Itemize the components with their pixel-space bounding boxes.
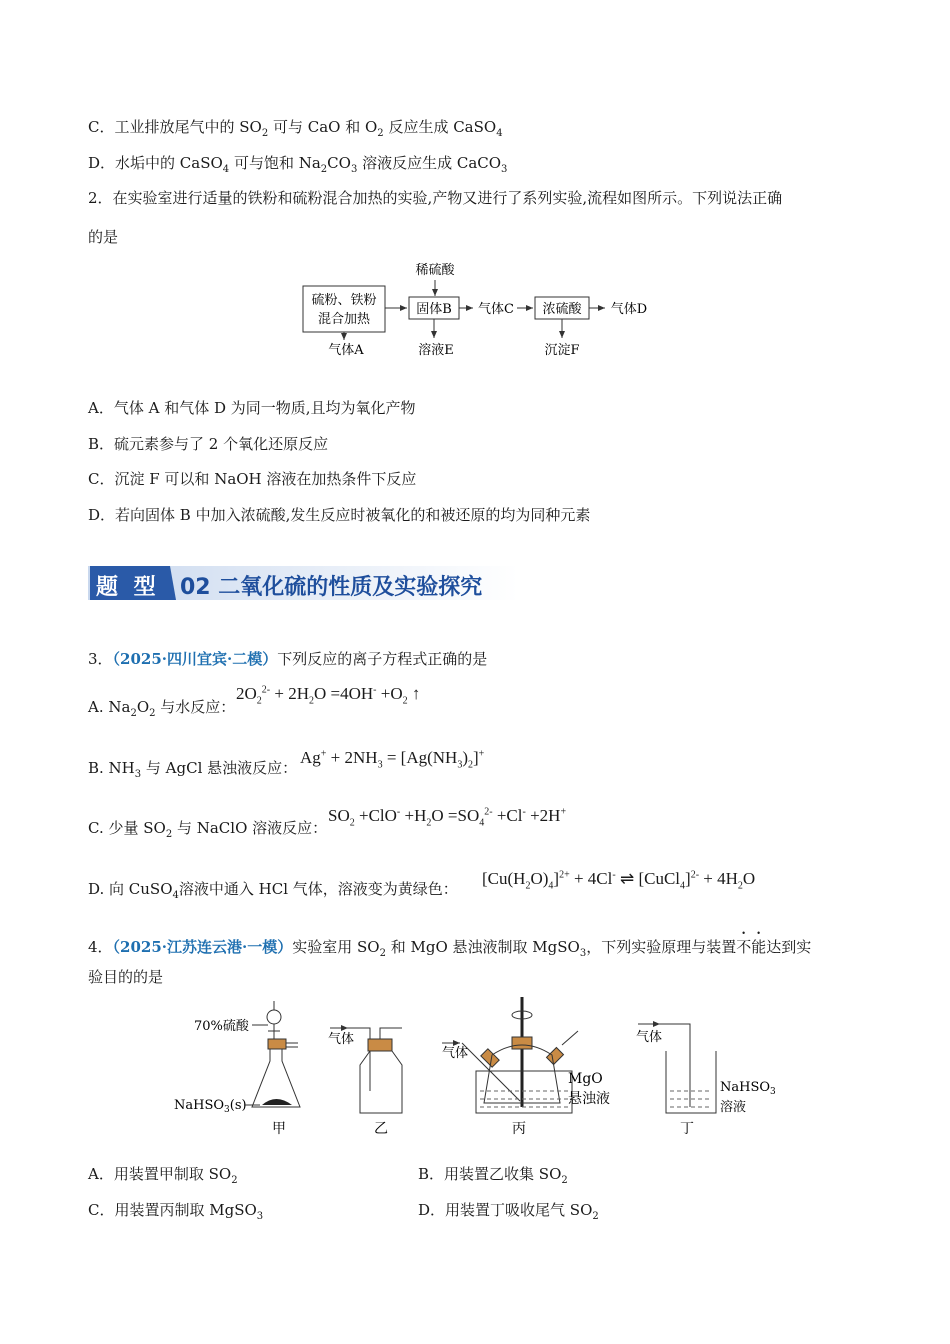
q4-option-a: A．用装置甲制取 $SO_2$	[88, 1165, 238, 1186]
q2-option-a: A．气体 A 和气体 D 为同一物质,且均为氧化产物	[88, 399, 416, 417]
flow-box1-line1: 硫粉、铁粉	[311, 293, 377, 308]
q4-stem-line1: 4．（2025·江苏连云港·一模）实验室用 $SO_2$ 和 MgO 悬浊液制取 MgSO$_3$，下列实验原理与装置不能达到实	[88, 938, 812, 959]
section-title: 02 二氧化硫的性质及实验探究	[180, 575, 483, 600]
mgo-label: MgO	[568, 1071, 603, 1087]
flow-gas-c: 气体C	[478, 302, 514, 317]
flow-precip-f: 沉淀F	[544, 343, 580, 358]
q3-option-a-label: A. $Na_2O_2$ 与水反应：	[88, 698, 236, 719]
q1-option-d: D．水垢中的 CaSO$_4$ 可与饱和 $Na_2CO_3$ 溶液反应生成 CaCO$_3$	[88, 154, 508, 175]
section-banner	[88, 562, 518, 604]
q4-apparatus-figure	[170, 995, 790, 1145]
label-yi: 乙	[374, 1121, 388, 1137]
flow-gas-a: 气体A	[328, 343, 364, 358]
nahso3-label: NaHSO$_3$	[720, 1080, 776, 1097]
solid-label: NaHSO$_3$(s)	[174, 1098, 247, 1115]
q3-stem: 3．（2025·四川宜宾·二模）下列反应的离子方程式正确的是	[88, 650, 488, 668]
gas-label-bing: 气体	[442, 1046, 469, 1061]
q4-option-d: D．用装置丁吸收尾气 $SO_2$	[418, 1201, 599, 1222]
q4-source: （2025·江苏连云港·一模）	[112, 938, 293, 956]
label-bing: 丙	[512, 1121, 526, 1137]
q2-stem-line2: 的是	[88, 228, 119, 246]
q3-option-d-label: D. 向 CuSO$_4$溶液中通入 HCl 气体，溶液变为黄绿色：	[88, 880, 458, 901]
flow-dilute-acid: 稀硫酸	[415, 263, 455, 278]
acid-label: 70%硫酸	[194, 1019, 249, 1034]
suspension-label: 悬浊液	[568, 1091, 610, 1107]
flow-gas-d: 气体D	[610, 302, 648, 317]
q3-option-b-label: B. $NH_3$ 与 AgCl 悬浊液反应：	[88, 759, 298, 780]
q3-equation-b: $Ag^+ + 2NH_3 = [Ag(NH_3)_2]^+$	[300, 748, 485, 771]
q2-flow-diagram	[295, 258, 675, 368]
flow-box1-line2: 混合加热	[317, 312, 371, 327]
q2-stem-line1: 2．在实验室进行适量的铁粉和硫粉混合加热的实验,产物又进行了系列实验,流程如图所示。下列说法正确	[88, 189, 783, 207]
q3-equation-d: $[Cu(H_2O)_4]^{2+} + 4Cl^-$ ⇌ [CuCl$_4$]$^{2-}$ + $4H_2O$	[482, 869, 756, 892]
q1-option-c: C．工业排放尾气中的 $SO_2$ 可与 CaO 和 $O_2$ 反应生成 CaSO$_4$	[88, 118, 503, 139]
q4-emphasis: 不能	[736, 938, 767, 956]
section-badge: 题 型	[96, 574, 160, 600]
label-ding: 丁	[680, 1121, 694, 1137]
gas-label-ding: 气体	[636, 1030, 663, 1045]
flow-box3: 浓硫酸	[542, 302, 582, 317]
q3-option-c-label: C. 少量 $SO_2$ 与 NaClO 溶液反应：	[88, 819, 328, 840]
apparatus-jia	[174, 1001, 300, 1137]
q4-option-c: C．用装置丙制取 MgSO$_3$	[88, 1201, 264, 1222]
label-jia: 甲	[272, 1121, 286, 1137]
apparatus-bing	[442, 997, 610, 1137]
q4-option-b: B．用装置乙收集 $SO_2$	[418, 1165, 568, 1186]
q3-equation-a: $2O_2^{2-} + 2H_2O =4OH^- +O_2$ ↑	[236, 684, 421, 707]
q2-option-d: D．若向固体 B 中加入浓硫酸,发生反应时被氧化的和被还原的均为同种元素	[88, 506, 591, 524]
solution-label: 溶液	[720, 1100, 747, 1115]
apparatus-yi	[328, 1028, 402, 1137]
flow-solution-e: 溶液E	[418, 343, 454, 358]
flow-box2: 固体B	[416, 302, 452, 317]
q3-equation-c: $SO_2 +ClO^- +H_2O =SO_4^{2-} +Cl^- +2H^+$	[328, 806, 567, 829]
q3-source: （2025·四川宜宾·二模）	[112, 650, 278, 668]
q4-stem-line2: 验目的的是	[88, 968, 164, 986]
apparatus-ding	[636, 1024, 776, 1137]
gas-label-yi: 气体	[328, 1032, 355, 1047]
q2-option-b: B．硫元素参与了 2 个氧化还原反应	[88, 435, 329, 453]
q2-option-c: C．沉淀 F 可以和 NaOH 溶液在加热条件下反应	[88, 470, 417, 488]
